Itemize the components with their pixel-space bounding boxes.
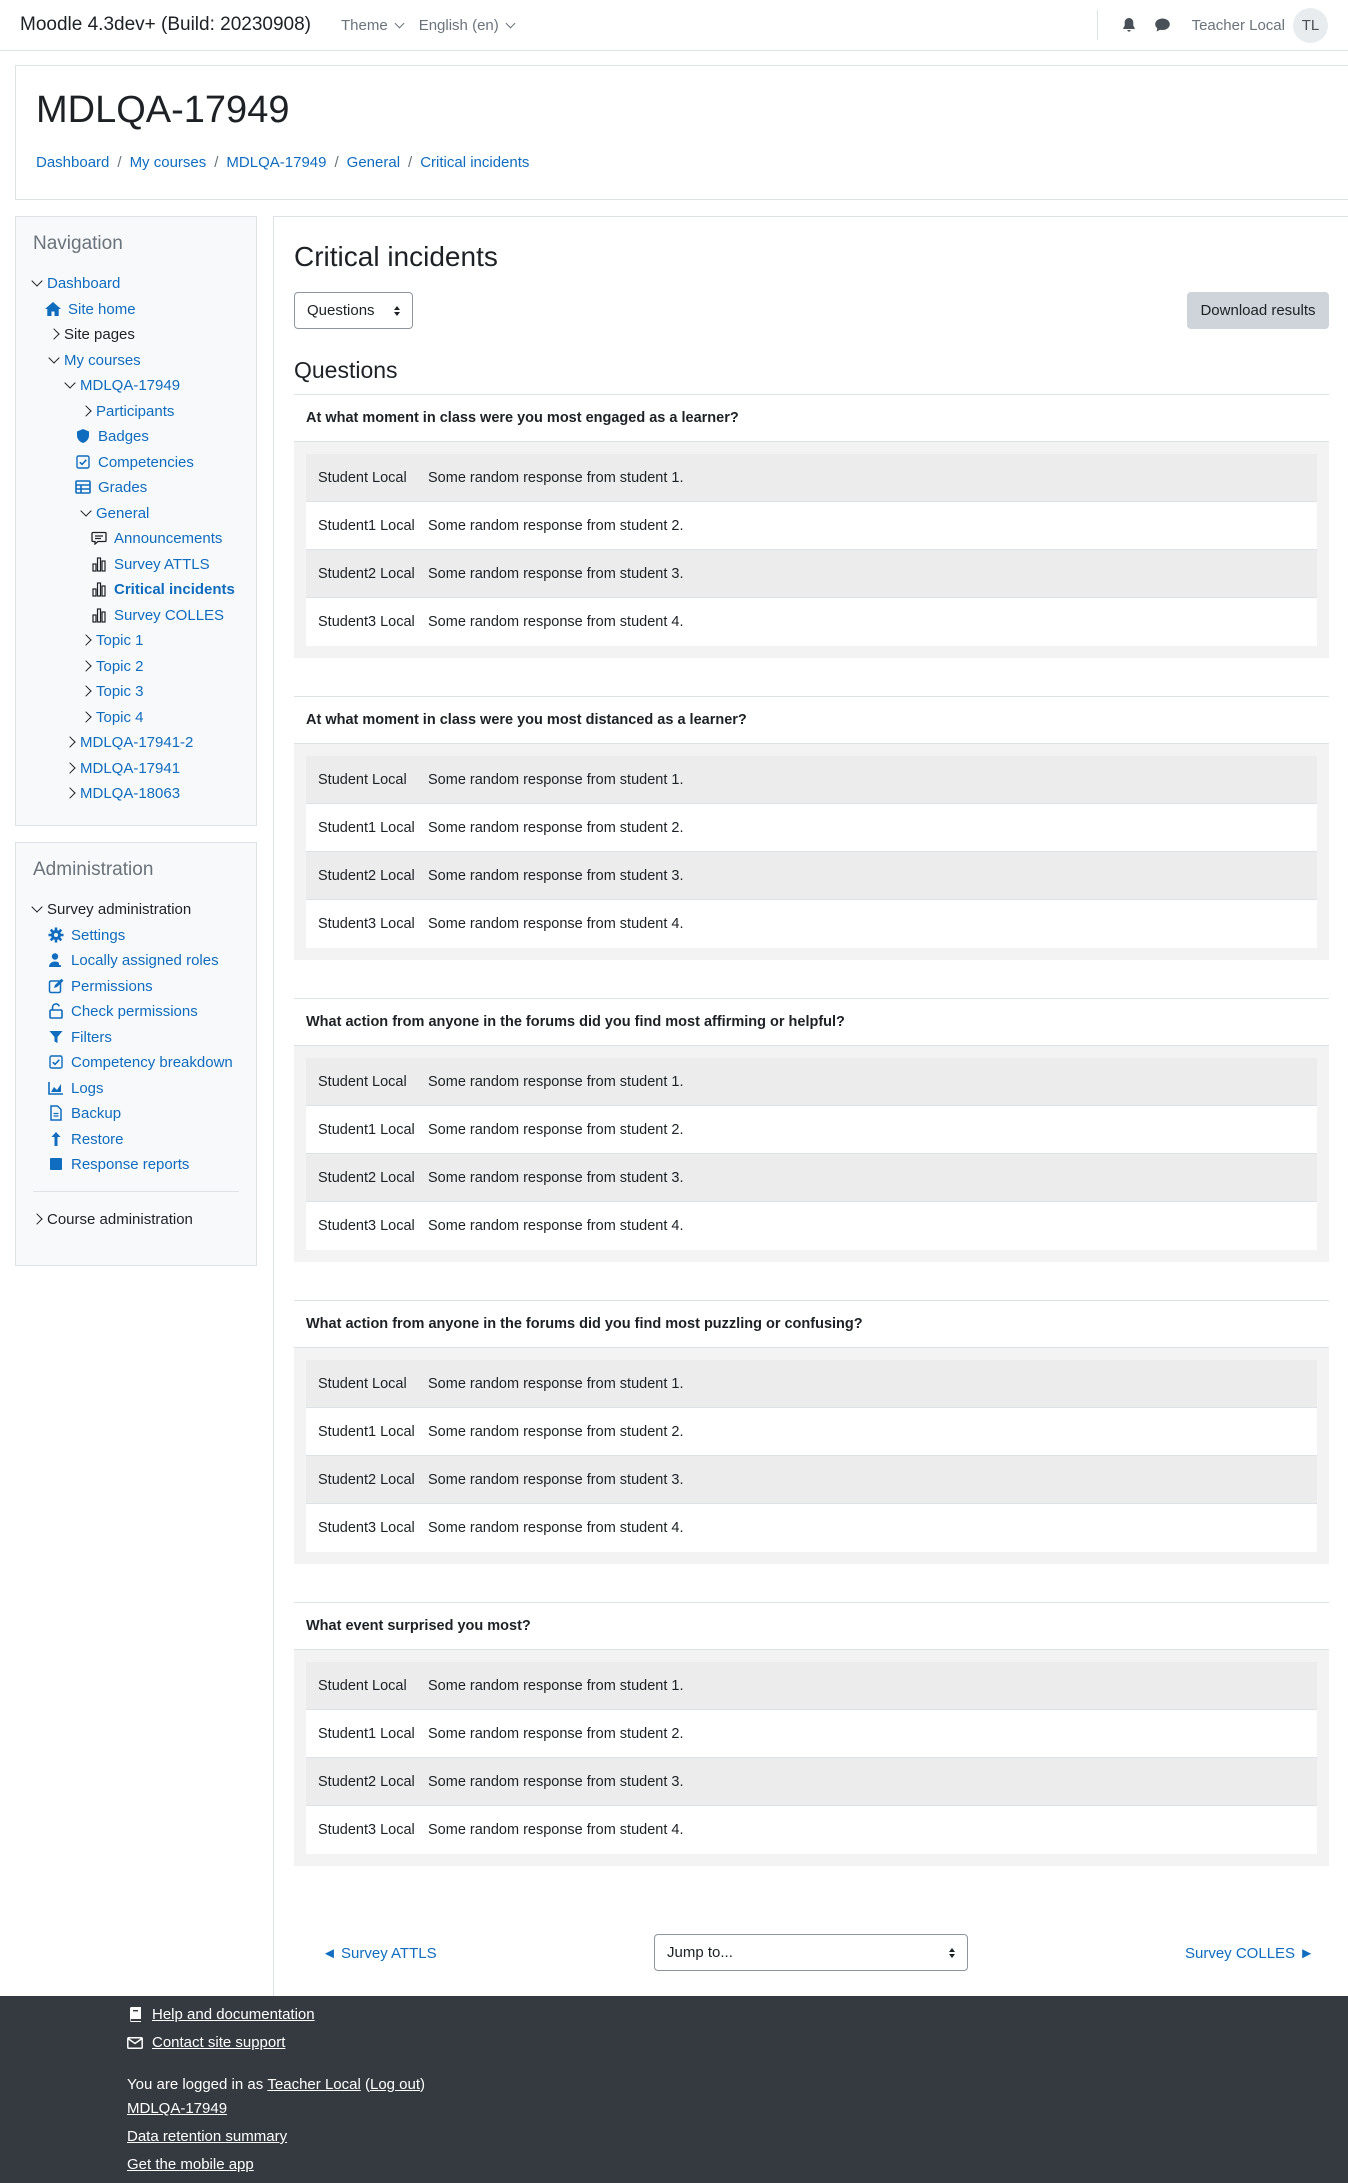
response-text: Some random response from student 3. xyxy=(428,565,684,582)
question-block xyxy=(294,1300,1329,1564)
table-row xyxy=(306,1154,1317,1202)
table-row xyxy=(306,1504,1317,1552)
logged-in-user-link[interactable]: Teacher Local xyxy=(267,2076,361,2093)
chevron-down-icon xyxy=(505,18,515,28)
divider xyxy=(33,1191,239,1192)
response-text: Some random response from student 3. xyxy=(428,1471,684,1488)
report-select-value: Questions xyxy=(307,302,375,319)
language-menu[interactable] xyxy=(419,17,514,34)
response-text: Some random response from student 3. xyxy=(428,1169,684,1186)
nav-item-topic-2[interactable] xyxy=(82,656,144,676)
logout-paren-close: ) xyxy=(420,2076,426,2093)
table-row xyxy=(306,1202,1317,1250)
area-chart-icon xyxy=(47,1079,65,1097)
administration-block-title: Administration xyxy=(33,859,154,880)
nav-item-label: MDLQA-17941 xyxy=(80,759,181,777)
breadcrumb-my-courses[interactable]: My courses xyxy=(129,153,207,171)
chevron-down-icon xyxy=(31,275,42,286)
nav-item-participants[interactable] xyxy=(82,401,174,421)
admin-item-response-reports[interactable] xyxy=(47,1154,189,1174)
student-name: Student Local xyxy=(318,1677,407,1694)
envelope-icon xyxy=(127,2035,143,2051)
chevron-right-icon xyxy=(80,634,91,645)
download-results-button[interactable]: Download results xyxy=(1187,292,1329,329)
navigation-block xyxy=(15,216,257,826)
nav-item-label: Critical incidents xyxy=(114,580,235,598)
nav-item-label: MDLQA-17941-2 xyxy=(80,733,194,751)
student-name: Student Local xyxy=(318,1073,407,1090)
response-text: Some random response from student 4. xyxy=(428,916,684,932)
mobile-app[interactable] xyxy=(127,2156,254,2173)
table-row xyxy=(306,502,1317,550)
admin-item-survey-administration[interactable] xyxy=(33,899,191,919)
jump-to-select[interactable] xyxy=(654,1934,968,1971)
chevron-right-icon xyxy=(64,736,75,747)
student-name: Student2 Local xyxy=(318,565,415,582)
breadcrumb-course[interactable]: MDLQA-17949 xyxy=(226,153,327,171)
nav-item-label: Site pages xyxy=(64,325,135,343)
nav-item-course-mdlqa-18063[interactable] xyxy=(66,783,180,803)
table-row xyxy=(306,550,1317,598)
student-name: Student1 Local xyxy=(318,1725,415,1742)
table-row xyxy=(306,804,1317,852)
top-navbar xyxy=(0,0,1348,51)
question-block xyxy=(294,696,1329,960)
table-row xyxy=(306,1360,1317,1408)
admin-item-restore[interactable] xyxy=(47,1129,124,1149)
admin-item-label: Permissions xyxy=(71,977,153,995)
admin-item-label: Course administration xyxy=(47,1210,193,1228)
contact-site-support-link[interactable]: Contact site support xyxy=(152,2034,286,2051)
nav-item-topic-3[interactable] xyxy=(82,681,144,701)
admin-item-label: Check permissions xyxy=(71,1002,198,1020)
nav-item-label: Grades xyxy=(98,478,148,496)
page-header xyxy=(15,65,1348,200)
breadcrumb-critical-incidents[interactable]: Critical incidents xyxy=(420,153,530,171)
nav-item-label: My courses xyxy=(64,351,141,369)
responses-table xyxy=(294,744,1329,960)
nav-item-critical-incidents[interactable] xyxy=(90,579,235,599)
breadcrumb-separator: / xyxy=(117,153,122,171)
report-icon xyxy=(47,1155,65,1173)
response-text: Some random response from student 4. xyxy=(428,614,684,630)
footer-course-link[interactable]: MDLQA-17949 xyxy=(127,2100,228,2117)
nav-item-label: Badges xyxy=(98,427,149,445)
question-block xyxy=(294,394,1329,658)
logout-link[interactable]: Log out xyxy=(369,2076,421,2093)
admin-item-course-administration[interactable] xyxy=(33,1209,193,1229)
nav-item-label: Announcements xyxy=(114,529,223,547)
table-row xyxy=(306,900,1317,948)
admin-item-label: Competency breakdown xyxy=(71,1053,233,1071)
nav-item-label: Competencies xyxy=(98,453,194,471)
chevron-right-icon xyxy=(80,685,91,696)
nav-item-label: General xyxy=(96,504,150,522)
nav-item-topic-4[interactable] xyxy=(82,707,144,727)
footer-course[interactable] xyxy=(127,2100,227,2117)
question-title: What event surprised you most? xyxy=(294,1602,1329,1650)
book-icon xyxy=(127,2007,143,2023)
nav-item-survey-attls[interactable] xyxy=(90,554,210,574)
table-row xyxy=(306,1662,1317,1710)
student-name: Student1 Local xyxy=(318,1423,415,1440)
response-text: Some random response from student 4. xyxy=(428,1218,684,1234)
nav-item-my-courses[interactable] xyxy=(50,350,141,370)
table-row xyxy=(306,454,1317,502)
nav-item-competencies[interactable] xyxy=(74,452,194,472)
chevron-right-icon xyxy=(80,660,91,671)
page-footer xyxy=(0,1996,1348,2183)
response-text: Some random response from student 1. xyxy=(428,1375,684,1392)
chevron-right-icon xyxy=(80,711,91,722)
nav-item-course-mdlqa-17949[interactable] xyxy=(66,375,180,395)
student-name: Student2 Local xyxy=(318,867,415,884)
nav-item-label: Survey COLLES xyxy=(114,606,225,624)
nav-item-site-home[interactable] xyxy=(44,299,136,319)
nav-item-grades[interactable] xyxy=(74,477,147,497)
admin-item-check-permissions[interactable] xyxy=(47,1001,198,1021)
nav-item-label: Topic 4 xyxy=(96,708,144,726)
response-text: Some random response from student 3. xyxy=(428,1773,684,1790)
nav-item-label: Topic 1 xyxy=(96,631,144,649)
admin-item-label: Filters xyxy=(71,1028,112,1046)
admin-item-label: Logs xyxy=(71,1079,104,1097)
logout-paren-open: ( xyxy=(364,2076,370,2093)
student-name: Student1 Local xyxy=(318,819,415,836)
chevron-down-icon xyxy=(64,377,75,388)
help-documentation[interactable] xyxy=(127,2006,315,2023)
chevron-down-icon xyxy=(80,505,91,516)
bell-icon[interactable] xyxy=(1119,15,1139,35)
admin-item-label: Response reports xyxy=(71,1155,190,1173)
admin-item-competency-breakdown[interactable] xyxy=(47,1052,233,1072)
breadcrumb-general[interactable]: General xyxy=(346,153,401,171)
student-name: Student2 Local xyxy=(318,1773,415,1790)
student-name: Student3 Local xyxy=(318,916,415,932)
response-text: Some random response from student 4. xyxy=(428,1520,684,1536)
breadcrumb-separator: / xyxy=(214,153,219,171)
nav-item-label: Participants xyxy=(96,402,175,420)
user-nav xyxy=(1097,8,1328,43)
main-region xyxy=(273,216,1348,1996)
question-title: At what moment in class were you most distanced as a learner? xyxy=(294,696,1329,744)
logged-in-info xyxy=(127,2076,425,2093)
chevron-right-icon xyxy=(64,762,75,773)
question-title: At what moment in class were you most engaged as a learner? xyxy=(294,394,1329,442)
filter-icon xyxy=(47,1028,65,1046)
student-name: Student Local xyxy=(318,469,407,486)
table-row xyxy=(306,1058,1317,1106)
survey-chart-icon xyxy=(90,606,108,624)
table-row xyxy=(306,1758,1317,1806)
admin-item-label: Restore xyxy=(71,1130,124,1148)
student-name: Student3 Local xyxy=(318,1520,415,1536)
mobile-app-link[interactable]: Get the mobile app xyxy=(127,2156,254,2173)
checkbox-icon xyxy=(47,1053,65,1071)
question-block xyxy=(294,998,1329,1262)
student-name: Student2 Local xyxy=(318,1169,415,1186)
chevron-right-icon xyxy=(80,405,91,416)
jump-to-select-value: Jump to... xyxy=(667,1944,733,1961)
table-row xyxy=(306,756,1317,804)
admin-item-label: Backup xyxy=(71,1104,122,1122)
student-name: Student Local xyxy=(318,1375,407,1392)
table-row xyxy=(306,1408,1317,1456)
nav-item-label: Site home xyxy=(68,300,136,318)
student-name: Student3 Local xyxy=(318,1822,415,1838)
report-select[interactable] xyxy=(294,292,413,329)
nav-item-label: MDLQA-17949 xyxy=(80,376,181,394)
nav-item-label: Topic 2 xyxy=(96,657,144,675)
student-name: Student1 Local xyxy=(318,1121,415,1138)
responses-table xyxy=(294,1046,1329,1262)
breadcrumb xyxy=(36,154,1340,171)
user-name[interactable]: Teacher Local xyxy=(1191,16,1285,34)
nav-item-topic-1[interactable] xyxy=(82,630,144,650)
table-row xyxy=(306,852,1317,900)
response-text: Some random response from student 2. xyxy=(428,517,684,534)
student-name: Student Local xyxy=(318,771,407,788)
nav-item-label: Topic 3 xyxy=(96,682,144,700)
table-row xyxy=(306,1106,1317,1154)
nav-item-badges[interactable] xyxy=(74,426,149,446)
logged-in-prefix: You are logged in as xyxy=(127,2076,264,2093)
admin-item-label: Settings xyxy=(71,926,126,944)
admin-item-backup[interactable] xyxy=(47,1103,121,1123)
section-heading: Questions xyxy=(294,357,398,383)
response-text: Some random response from student 2. xyxy=(428,1423,684,1440)
response-text: Some random response from student 1. xyxy=(428,469,684,486)
response-text: Some random response from student 2. xyxy=(428,1121,684,1138)
breadcrumb-dashboard[interactable]: Dashboard xyxy=(36,153,110,171)
admin-item-label: Locally assigned roles xyxy=(71,951,219,969)
responses-table xyxy=(294,1650,1329,1866)
unlock-icon xyxy=(47,1002,65,1020)
home-icon xyxy=(44,300,62,318)
student-name: Student3 Local xyxy=(318,614,415,630)
nav-item-announcements[interactable] xyxy=(90,528,222,548)
nav-item-label: Survey ATTLS xyxy=(114,555,210,573)
table-row xyxy=(306,1710,1317,1758)
nav-item-survey-colles[interactable] xyxy=(90,605,224,625)
admin-item-label: Survey administration xyxy=(47,900,192,918)
chevron-right-icon xyxy=(31,1213,42,1224)
student-name: Student2 Local xyxy=(318,1471,415,1488)
site-brand[interactable]: Moodle 4.3dev+ (Build: 20230908) xyxy=(20,14,312,35)
admin-item-logs[interactable] xyxy=(47,1078,104,1098)
chat-icon[interactable] xyxy=(1153,15,1173,35)
chevron-right-icon xyxy=(48,328,59,339)
theme-menu[interactable] xyxy=(341,17,403,34)
response-text: Some random response from student 1. xyxy=(428,1677,684,1694)
nav-item-general[interactable] xyxy=(82,503,149,523)
language-menu-label: English (en) xyxy=(418,16,499,34)
level-up-icon xyxy=(47,1130,65,1148)
admin-item-filters[interactable] xyxy=(47,1027,112,1047)
breadcrumb-separator: / xyxy=(334,153,339,171)
survey-chart-icon xyxy=(90,580,108,598)
survey-chart-icon xyxy=(90,555,108,573)
edit-icon xyxy=(47,977,65,995)
user-tag-icon xyxy=(47,951,65,969)
divider xyxy=(1097,10,1098,40)
response-text: Some random response from student 4. xyxy=(428,1822,684,1838)
chevron-down-icon xyxy=(394,18,404,28)
table-row xyxy=(306,1806,1317,1854)
administration-block xyxy=(15,842,257,1266)
responses-table xyxy=(294,442,1329,658)
question-title: What action from anyone in the forums did you find most affirming or helpful? xyxy=(294,998,1329,1046)
breadcrumb-separator: / xyxy=(408,153,413,171)
nav-item-label: Dashboard xyxy=(47,274,121,292)
nav-item-label: MDLQA-18063 xyxy=(80,784,181,802)
table-icon xyxy=(74,478,92,496)
next-activity-link[interactable]: Survey COLLES ► xyxy=(1185,1945,1315,1962)
file-icon xyxy=(47,1104,65,1122)
page-title: Critical incidents xyxy=(294,241,498,272)
admin-item-settings[interactable] xyxy=(47,925,125,945)
checkbox-icon xyxy=(74,453,92,471)
nav-item-course-mdlqa-17941-2[interactable] xyxy=(66,732,193,752)
course-title: MDLQA-17949 xyxy=(36,89,290,131)
contact-site-support[interactable] xyxy=(127,2034,285,2051)
table-row xyxy=(306,598,1317,646)
gear-icon xyxy=(47,926,65,944)
theme-menu-label: Theme xyxy=(341,16,388,34)
response-text: Some random response from student 2. xyxy=(428,819,684,836)
table-row xyxy=(306,1456,1317,1504)
response-text: Some random response from student 3. xyxy=(428,867,684,884)
response-text: Some random response from student 1. xyxy=(428,1073,684,1090)
question-title: What action from anyone in the forums did you find most puzzling or confusing? xyxy=(294,1300,1329,1348)
shield-icon xyxy=(74,427,92,445)
avatar[interactable]: TL xyxy=(1293,8,1328,43)
select-arrows-icon xyxy=(394,306,400,316)
nav-item-course-mdlqa-17941[interactable] xyxy=(66,758,180,778)
nav-item-dashboard[interactable] xyxy=(33,273,120,293)
student-name: Student1 Local xyxy=(318,517,415,534)
help-documentation-link[interactable]: Help and documentation xyxy=(152,2006,315,2023)
admin-item-locally-assigned-roles[interactable] xyxy=(47,950,219,970)
previous-activity-link[interactable]: ◄ Survey ATTLS xyxy=(322,1945,437,1962)
navigation-block-title: Navigation xyxy=(33,233,123,254)
response-text: Some random response from student 2. xyxy=(428,1725,684,1742)
admin-item-permissions[interactable] xyxy=(47,976,153,996)
question-block xyxy=(294,1602,1329,1866)
chevron-down-icon xyxy=(48,352,59,363)
response-text: Some random response from student 1. xyxy=(428,771,684,788)
responses-table xyxy=(294,1348,1329,1564)
nav-item-site-pages[interactable] xyxy=(50,324,135,344)
data-retention[interactable] xyxy=(127,2128,287,2145)
data-retention-link[interactable]: Data retention summary xyxy=(127,2128,288,2145)
student-name: Student3 Local xyxy=(318,1218,415,1234)
select-arrows-icon xyxy=(949,1948,955,1958)
chevron-right-icon xyxy=(64,787,75,798)
chevron-down-icon xyxy=(31,901,42,912)
forum-icon xyxy=(90,529,108,547)
